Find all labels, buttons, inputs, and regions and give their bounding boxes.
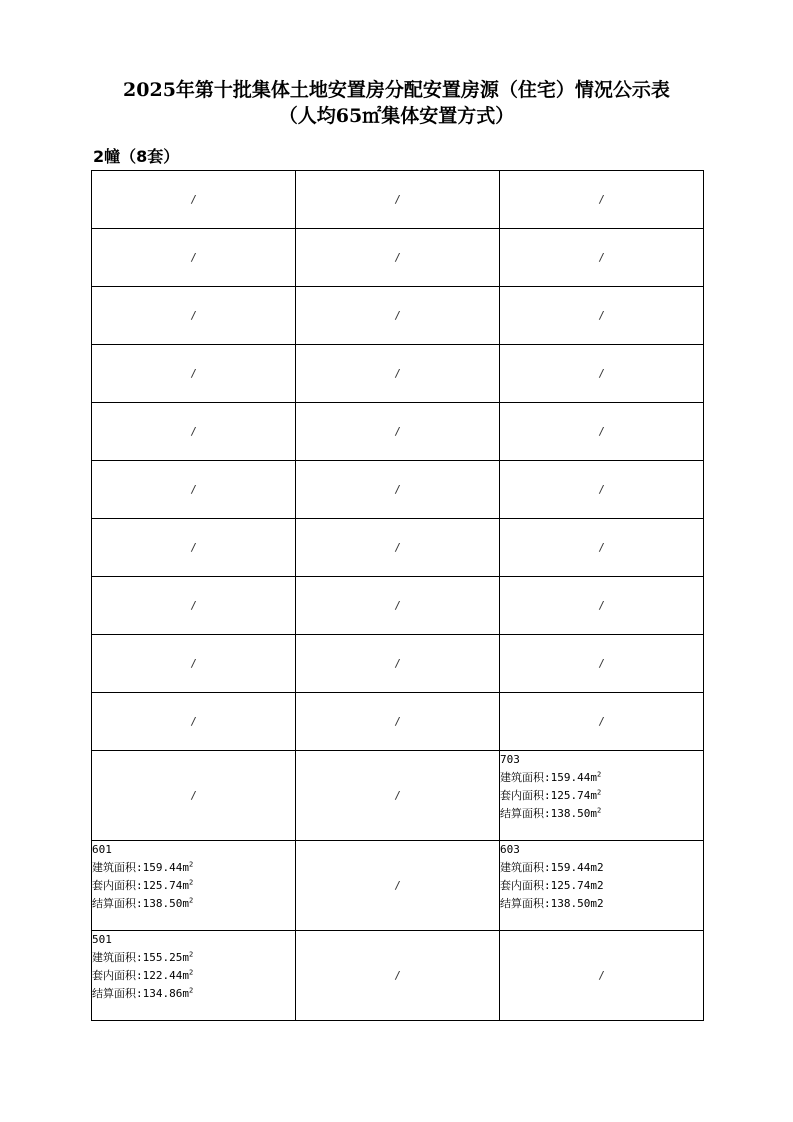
- empty-cell: /: [500, 519, 704, 577]
- building-area: [500, 859, 703, 877]
- empty-cell: /: [92, 519, 296, 577]
- empty-cell: /: [92, 345, 296, 403]
- empty-cell: /: [296, 287, 500, 345]
- unit-number: [500, 751, 703, 769]
- superscript: 2: [188, 896, 194, 905]
- unit-cell: [92, 841, 296, 931]
- empty-cell: /: [92, 229, 296, 287]
- settlement-area: [92, 985, 295, 1003]
- table-row: [92, 229, 704, 287]
- empty-cell: /: [92, 693, 296, 751]
- empty-cell: /: [296, 461, 500, 519]
- empty-cell: /: [296, 577, 500, 635]
- table-row: [92, 345, 704, 403]
- table-row: [92, 751, 704, 841]
- unit-number: [92, 841, 295, 859]
- inner-area-text: 套内面积:122.44m: [92, 969, 189, 982]
- table-row: [92, 403, 704, 461]
- settlement-area-text: 结算面积:134.86m: [92, 987, 189, 1000]
- empty-cell: /: [92, 461, 296, 519]
- table-row: [92, 461, 704, 519]
- empty-cell: /: [92, 171, 296, 229]
- building-area: [92, 859, 295, 877]
- empty-cell: /: [500, 577, 704, 635]
- unit-number: [92, 931, 295, 949]
- superscript: 2: [188, 860, 194, 869]
- building-area: [92, 949, 295, 967]
- empty-cell: /: [296, 931, 500, 1021]
- building-area: [500, 769, 703, 787]
- table-row: [92, 635, 704, 693]
- empty-cell: /: [500, 171, 704, 229]
- table-row: [92, 287, 704, 345]
- superscript: 2: [596, 770, 602, 779]
- superscript: 2: [188, 878, 194, 887]
- empty-cell: /: [296, 841, 500, 931]
- table-row: [92, 577, 704, 635]
- empty-cell: /: [296, 345, 500, 403]
- unit-cell: [500, 751, 704, 841]
- empty-cell: /: [92, 751, 296, 841]
- empty-cell: /: [296, 693, 500, 751]
- building-area-text: 建筑面积:159.44m2: [500, 861, 604, 874]
- table-row: [92, 519, 704, 577]
- settlement-area: [500, 805, 703, 823]
- inner-area: [500, 787, 703, 805]
- page-subtitle: （人均65㎡集体安置方式）: [278, 105, 515, 127]
- unit-grid: [91, 170, 704, 1021]
- superscript: 2: [188, 950, 194, 959]
- inner-area: [92, 877, 295, 895]
- unit-number-text: 603: [500, 843, 520, 856]
- unit-cell: [500, 841, 704, 931]
- unit-number-text: 703: [500, 753, 520, 766]
- inner-area: [92, 967, 295, 985]
- building-area-text: 建筑面积:159.44m: [92, 861, 189, 874]
- empty-cell: /: [500, 403, 704, 461]
- empty-cell: /: [92, 635, 296, 693]
- empty-cell: /: [500, 635, 704, 693]
- table-row: [92, 693, 704, 751]
- settlement-area-text: 结算面积:138.50m: [500, 807, 597, 820]
- empty-cell: /: [92, 403, 296, 461]
- empty-cell: /: [500, 287, 704, 345]
- empty-cell: /: [92, 287, 296, 345]
- unit-number-text: 601: [92, 843, 112, 856]
- settlement-area: [92, 895, 295, 913]
- unit-number: [500, 841, 703, 859]
- empty-cell: /: [296, 403, 500, 461]
- building-label: 2幢（8套）: [93, 147, 180, 166]
- building-area-text: 建筑面积:159.44m: [500, 771, 597, 784]
- inner-area-text: 套内面积:125.74m: [92, 879, 189, 892]
- empty-cell: /: [500, 345, 704, 403]
- empty-cell: /: [296, 171, 500, 229]
- page-title: 2025年第十批集体土地安置房分配安置房源（住宅）情况公示表: [123, 79, 670, 101]
- table-row: [92, 841, 704, 931]
- unit-cell: [92, 931, 296, 1021]
- empty-cell: /: [500, 693, 704, 751]
- empty-cell: /: [500, 931, 704, 1021]
- building-area-text: 建筑面积:155.25m: [92, 951, 189, 964]
- empty-cell: /: [296, 635, 500, 693]
- settlement-area-text: 结算面积:138.50m: [92, 897, 189, 910]
- superscript: 2: [596, 806, 602, 815]
- superscript: 2: [188, 968, 194, 977]
- empty-cell: /: [296, 519, 500, 577]
- unit-number-text: 501: [92, 933, 112, 946]
- empty-cell: /: [92, 577, 296, 635]
- table-row: [92, 931, 704, 1021]
- table-row: [92, 171, 704, 229]
- superscript: 2: [188, 986, 194, 995]
- inner-area-text: 套内面积:125.74m2: [500, 879, 604, 892]
- inner-area: [500, 877, 703, 895]
- settlement-area: [500, 895, 703, 913]
- empty-cell: /: [500, 229, 704, 287]
- empty-cell: /: [500, 461, 704, 519]
- settlement-area-text: 结算面积:138.50m2: [500, 897, 604, 910]
- inner-area-text: 套内面积:125.74m: [500, 789, 597, 802]
- empty-cell: /: [296, 229, 500, 287]
- superscript: 2: [596, 788, 602, 797]
- empty-cell: /: [296, 751, 500, 841]
